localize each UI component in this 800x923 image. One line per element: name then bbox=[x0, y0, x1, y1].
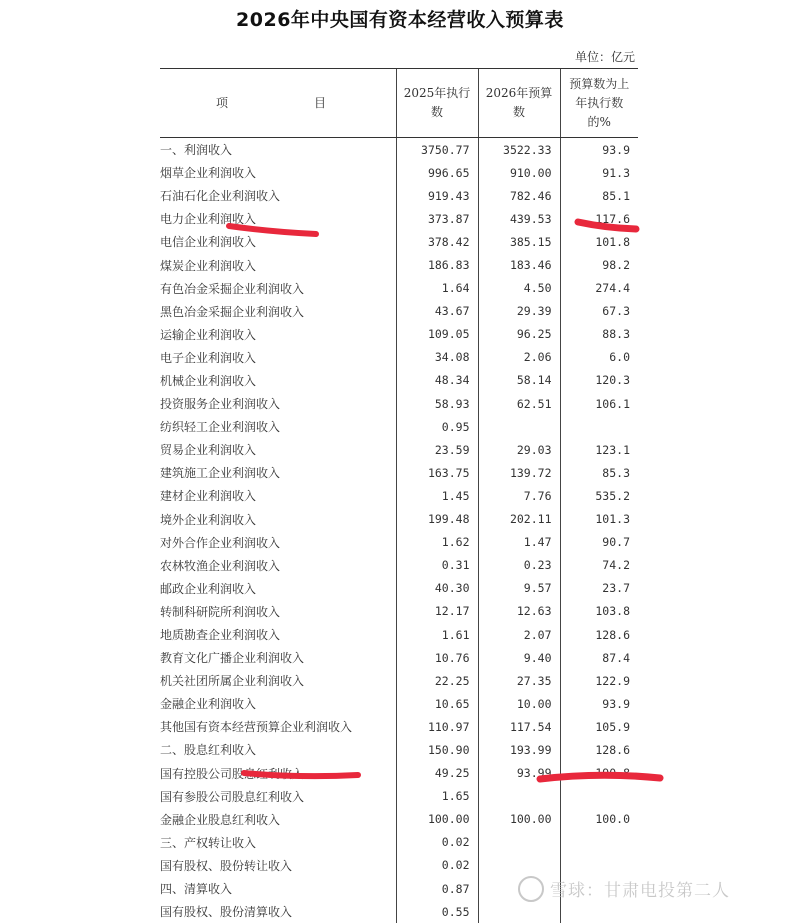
row-name: 电力企业利润收入 bbox=[160, 207, 396, 230]
table-row bbox=[160, 207, 638, 230]
row-value-2025: 1.61 bbox=[396, 623, 478, 646]
row-name: 电子企业利润收入 bbox=[160, 346, 396, 369]
row-value-2026 bbox=[478, 785, 560, 808]
table-body bbox=[160, 138, 638, 923]
header-2026-line1: 2026年预算 bbox=[479, 84, 560, 103]
row-value-pct: 100.0 bbox=[560, 808, 638, 831]
row-value-2025: 0.87 bbox=[396, 877, 478, 900]
row-value-pct: 85.3 bbox=[560, 461, 638, 484]
row-value-pct bbox=[560, 854, 638, 877]
row-name: 煤炭企业利润收入 bbox=[160, 253, 396, 276]
row-value-2025: 150.90 bbox=[396, 738, 478, 761]
table-row bbox=[160, 831, 638, 854]
row-value-pct: 90.7 bbox=[560, 531, 638, 554]
row-value-2025: 0.55 bbox=[396, 900, 478, 923]
row-value-2025: 10.65 bbox=[396, 692, 478, 715]
row-name: 国有参股公司股息红利收入 bbox=[160, 785, 396, 808]
row-value-pct: 93.9 bbox=[560, 692, 638, 715]
row-name: 机械企业利润收入 bbox=[160, 369, 396, 392]
table-row bbox=[160, 738, 638, 761]
row-value-2025: 378.42 bbox=[396, 230, 478, 253]
row-value-2026: 9.40 bbox=[478, 646, 560, 669]
row-value-2025: 0.02 bbox=[396, 831, 478, 854]
table-row bbox=[160, 392, 638, 415]
row-value-pct: 91.3 bbox=[560, 161, 638, 184]
row-name: 二、股息红利收入 bbox=[160, 738, 396, 761]
row-value-2025: 1.64 bbox=[396, 277, 478, 300]
table-row bbox=[160, 600, 638, 623]
row-value-2025: 48.34 bbox=[396, 369, 478, 392]
row-name: 教育文化广播企业利润收入 bbox=[160, 646, 396, 669]
row-value-2025: 22.25 bbox=[396, 669, 478, 692]
row-value-2026: 139.72 bbox=[478, 461, 560, 484]
table-row bbox=[160, 785, 638, 808]
row-value-2026: 385.15 bbox=[478, 230, 560, 253]
row-name: 邮政企业利润收入 bbox=[160, 577, 396, 600]
row-value-2025: 1.65 bbox=[396, 785, 478, 808]
row-value-2026: 2.07 bbox=[478, 623, 560, 646]
row-value-2025: 0.31 bbox=[396, 554, 478, 577]
row-value-2026 bbox=[478, 854, 560, 877]
table-row bbox=[160, 808, 638, 831]
table-row bbox=[160, 161, 638, 184]
row-name: 石油石化企业利润收入 bbox=[160, 184, 396, 207]
table-row bbox=[160, 646, 638, 669]
row-value-pct: 274.4 bbox=[560, 277, 638, 300]
row-value-2026: 202.11 bbox=[478, 508, 560, 531]
row-value-2026: 183.46 bbox=[478, 253, 560, 276]
table-row bbox=[160, 669, 638, 692]
snowball-logo-icon bbox=[518, 876, 544, 902]
row-value-pct: 105.9 bbox=[560, 715, 638, 738]
row-name: 对外合作企业利润收入 bbox=[160, 531, 396, 554]
row-value-2026: 96.25 bbox=[478, 323, 560, 346]
row-name: 国有股权、股份转让收入 bbox=[160, 854, 396, 877]
budget-table bbox=[160, 68, 638, 923]
row-name: 转制科研院所利润收入 bbox=[160, 600, 396, 623]
row-value-2025: 43.67 bbox=[396, 300, 478, 323]
row-value-2025: 12.17 bbox=[396, 600, 478, 623]
table-row bbox=[160, 577, 638, 600]
row-value-2025: 3750.77 bbox=[396, 138, 478, 162]
row-name: 其他国有资本经营预算企业利润收入 bbox=[160, 715, 396, 738]
row-value-pct: 85.1 bbox=[560, 184, 638, 207]
row-value-2025: 1.62 bbox=[396, 531, 478, 554]
row-value-2026: 100.00 bbox=[478, 808, 560, 831]
row-name: 建材企业利润收入 bbox=[160, 484, 396, 507]
row-name: 金融企业股息红利收入 bbox=[160, 808, 396, 831]
watermark-text: 雪球：甘肃电投第二人 bbox=[550, 881, 730, 901]
row-name: 地质勘查企业利润收入 bbox=[160, 623, 396, 646]
row-value-pct: 74.2 bbox=[560, 554, 638, 577]
row-value-2025: 40.30 bbox=[396, 577, 478, 600]
page-title: 2026年中央国有资本经营收入预算表 bbox=[0, 5, 800, 32]
unit-label: 单位：亿元 bbox=[575, 48, 635, 65]
watermark bbox=[518, 876, 730, 904]
row-value-2026 bbox=[478, 415, 560, 438]
row-value-2025: 58.93 bbox=[396, 392, 478, 415]
row-value-pct: 101.3 bbox=[560, 508, 638, 531]
row-value-pct: 6.0 bbox=[560, 346, 638, 369]
header-item bbox=[160, 69, 396, 138]
row-value-2025: 373.87 bbox=[396, 207, 478, 230]
row-name: 投资服务企业利润收入 bbox=[160, 392, 396, 415]
row-value-2025: 109.05 bbox=[396, 323, 478, 346]
row-value-2025: 49.25 bbox=[396, 762, 478, 785]
table-row bbox=[160, 623, 638, 646]
row-value-pct bbox=[560, 831, 638, 854]
header-2026 bbox=[478, 69, 560, 138]
header-item-char-b: 目 bbox=[314, 96, 326, 110]
row-name: 境外企业利润收入 bbox=[160, 508, 396, 531]
row-name: 建筑施工企业利润收入 bbox=[160, 461, 396, 484]
row-value-pct: 106.1 bbox=[560, 392, 638, 415]
table-row bbox=[160, 184, 638, 207]
row-value-2025: 199.48 bbox=[396, 508, 478, 531]
row-value-2026: 29.39 bbox=[478, 300, 560, 323]
row-value-2026: 0.23 bbox=[478, 554, 560, 577]
row-name: 一、利润收入 bbox=[160, 138, 396, 162]
header-pct bbox=[560, 69, 638, 138]
row-name: 四、清算收入 bbox=[160, 877, 396, 900]
row-value-2025: 0.95 bbox=[396, 415, 478, 438]
table-row bbox=[160, 253, 638, 276]
row-value-pct: 88.3 bbox=[560, 323, 638, 346]
header-pct-line3: 的% bbox=[561, 113, 639, 132]
row-value-2025: 163.75 bbox=[396, 461, 478, 484]
table-row bbox=[160, 323, 638, 346]
row-name: 黑色冶金采掘企业利润收入 bbox=[160, 300, 396, 323]
row-value-pct: 103.8 bbox=[560, 600, 638, 623]
row-name: 农林牧渔企业利润收入 bbox=[160, 554, 396, 577]
row-name: 国有股权、股份清算收入 bbox=[160, 900, 396, 923]
header-2026-line2: 数 bbox=[479, 103, 560, 122]
table-row bbox=[160, 762, 638, 785]
row-value-2025: 34.08 bbox=[396, 346, 478, 369]
row-value-2026: 117.54 bbox=[478, 715, 560, 738]
table-row bbox=[160, 554, 638, 577]
header-pct-line2: 年执行数 bbox=[561, 94, 639, 113]
row-value-2025: 186.83 bbox=[396, 253, 478, 276]
row-name: 三、产权转让收入 bbox=[160, 831, 396, 854]
row-name: 贸易企业利润收入 bbox=[160, 438, 396, 461]
row-value-pct: 117.6 bbox=[560, 207, 638, 230]
row-name: 有色冶金采掘企业利润收入 bbox=[160, 277, 396, 300]
row-name: 纺织轻工企业利润收入 bbox=[160, 415, 396, 438]
row-value-pct: 128.6 bbox=[560, 623, 638, 646]
row-name: 烟草企业利润收入 bbox=[160, 161, 396, 184]
row-value-pct: 67.3 bbox=[560, 300, 638, 323]
row-value-2026: 7.76 bbox=[478, 484, 560, 507]
header-2025-line1: 2025年执行 bbox=[397, 84, 478, 103]
row-value-2026: 9.57 bbox=[478, 577, 560, 600]
row-value-pct: 535.2 bbox=[560, 484, 638, 507]
row-value-2026: 4.50 bbox=[478, 277, 560, 300]
table-row bbox=[160, 484, 638, 507]
row-value-2025: 110.97 bbox=[396, 715, 478, 738]
row-value-2026: 1.47 bbox=[478, 531, 560, 554]
row-value-2025: 1.45 bbox=[396, 484, 478, 507]
row-value-pct: 190.8 bbox=[560, 762, 638, 785]
row-value-2025: 919.43 bbox=[396, 184, 478, 207]
row-value-2026: 2.06 bbox=[478, 346, 560, 369]
row-value-pct: 87.4 bbox=[560, 646, 638, 669]
row-value-2025: 996.65 bbox=[396, 161, 478, 184]
row-value-2026: 193.99 bbox=[478, 738, 560, 761]
row-value-2026 bbox=[478, 831, 560, 854]
table-row bbox=[160, 461, 638, 484]
row-value-pct: 120.3 bbox=[560, 369, 638, 392]
row-value-2026: 93.99 bbox=[478, 762, 560, 785]
header-item-char-a: 项 bbox=[216, 96, 228, 110]
row-value-2026: 12.63 bbox=[478, 600, 560, 623]
row-value-2026: 62.51 bbox=[478, 392, 560, 415]
row-value-2026: 10.00 bbox=[478, 692, 560, 715]
header-2025 bbox=[396, 69, 478, 138]
row-value-pct bbox=[560, 785, 638, 808]
row-name: 运输企业利润收入 bbox=[160, 323, 396, 346]
row-value-2025: 0.02 bbox=[396, 854, 478, 877]
row-value-pct bbox=[560, 415, 638, 438]
table-row bbox=[160, 854, 638, 877]
row-value-pct: 123.1 bbox=[560, 438, 638, 461]
row-value-2026: 58.14 bbox=[478, 369, 560, 392]
header-pct-line1: 预算数为上 bbox=[561, 75, 639, 94]
row-value-2026: 3522.33 bbox=[478, 138, 560, 162]
row-value-2026: 439.53 bbox=[478, 207, 560, 230]
table-row bbox=[160, 415, 638, 438]
row-value-pct: 128.6 bbox=[560, 738, 638, 761]
table-header-row bbox=[160, 69, 638, 138]
table-row bbox=[160, 508, 638, 531]
row-name: 金融企业利润收入 bbox=[160, 692, 396, 715]
row-value-2026: 782.46 bbox=[478, 184, 560, 207]
table-row bbox=[160, 138, 638, 162]
row-value-pct: 23.7 bbox=[560, 577, 638, 600]
row-value-pct: 93.9 bbox=[560, 138, 638, 162]
row-value-pct: 122.9 bbox=[560, 669, 638, 692]
table-row bbox=[160, 438, 638, 461]
row-value-2025: 10.76 bbox=[396, 646, 478, 669]
row-value-2025: 23.59 bbox=[396, 438, 478, 461]
header-2025-line2: 数 bbox=[397, 103, 478, 122]
row-name: 机关社团所属企业利润收入 bbox=[160, 669, 396, 692]
table-row bbox=[160, 230, 638, 253]
row-name: 国有控股公司股息红利收入 bbox=[160, 762, 396, 785]
row-value-pct: 101.8 bbox=[560, 230, 638, 253]
table-row bbox=[160, 692, 638, 715]
table-row bbox=[160, 346, 638, 369]
row-value-2026: 27.35 bbox=[478, 669, 560, 692]
row-value-pct: 98.2 bbox=[560, 253, 638, 276]
table-row bbox=[160, 715, 638, 738]
table-row bbox=[160, 531, 638, 554]
table-row bbox=[160, 300, 638, 323]
row-value-2025: 100.00 bbox=[396, 808, 478, 831]
row-name: 电信企业利润收入 bbox=[160, 230, 396, 253]
row-value-2026: 910.00 bbox=[478, 161, 560, 184]
table-row bbox=[160, 277, 638, 300]
row-value-2026: 29.03 bbox=[478, 438, 560, 461]
table-row bbox=[160, 369, 638, 392]
